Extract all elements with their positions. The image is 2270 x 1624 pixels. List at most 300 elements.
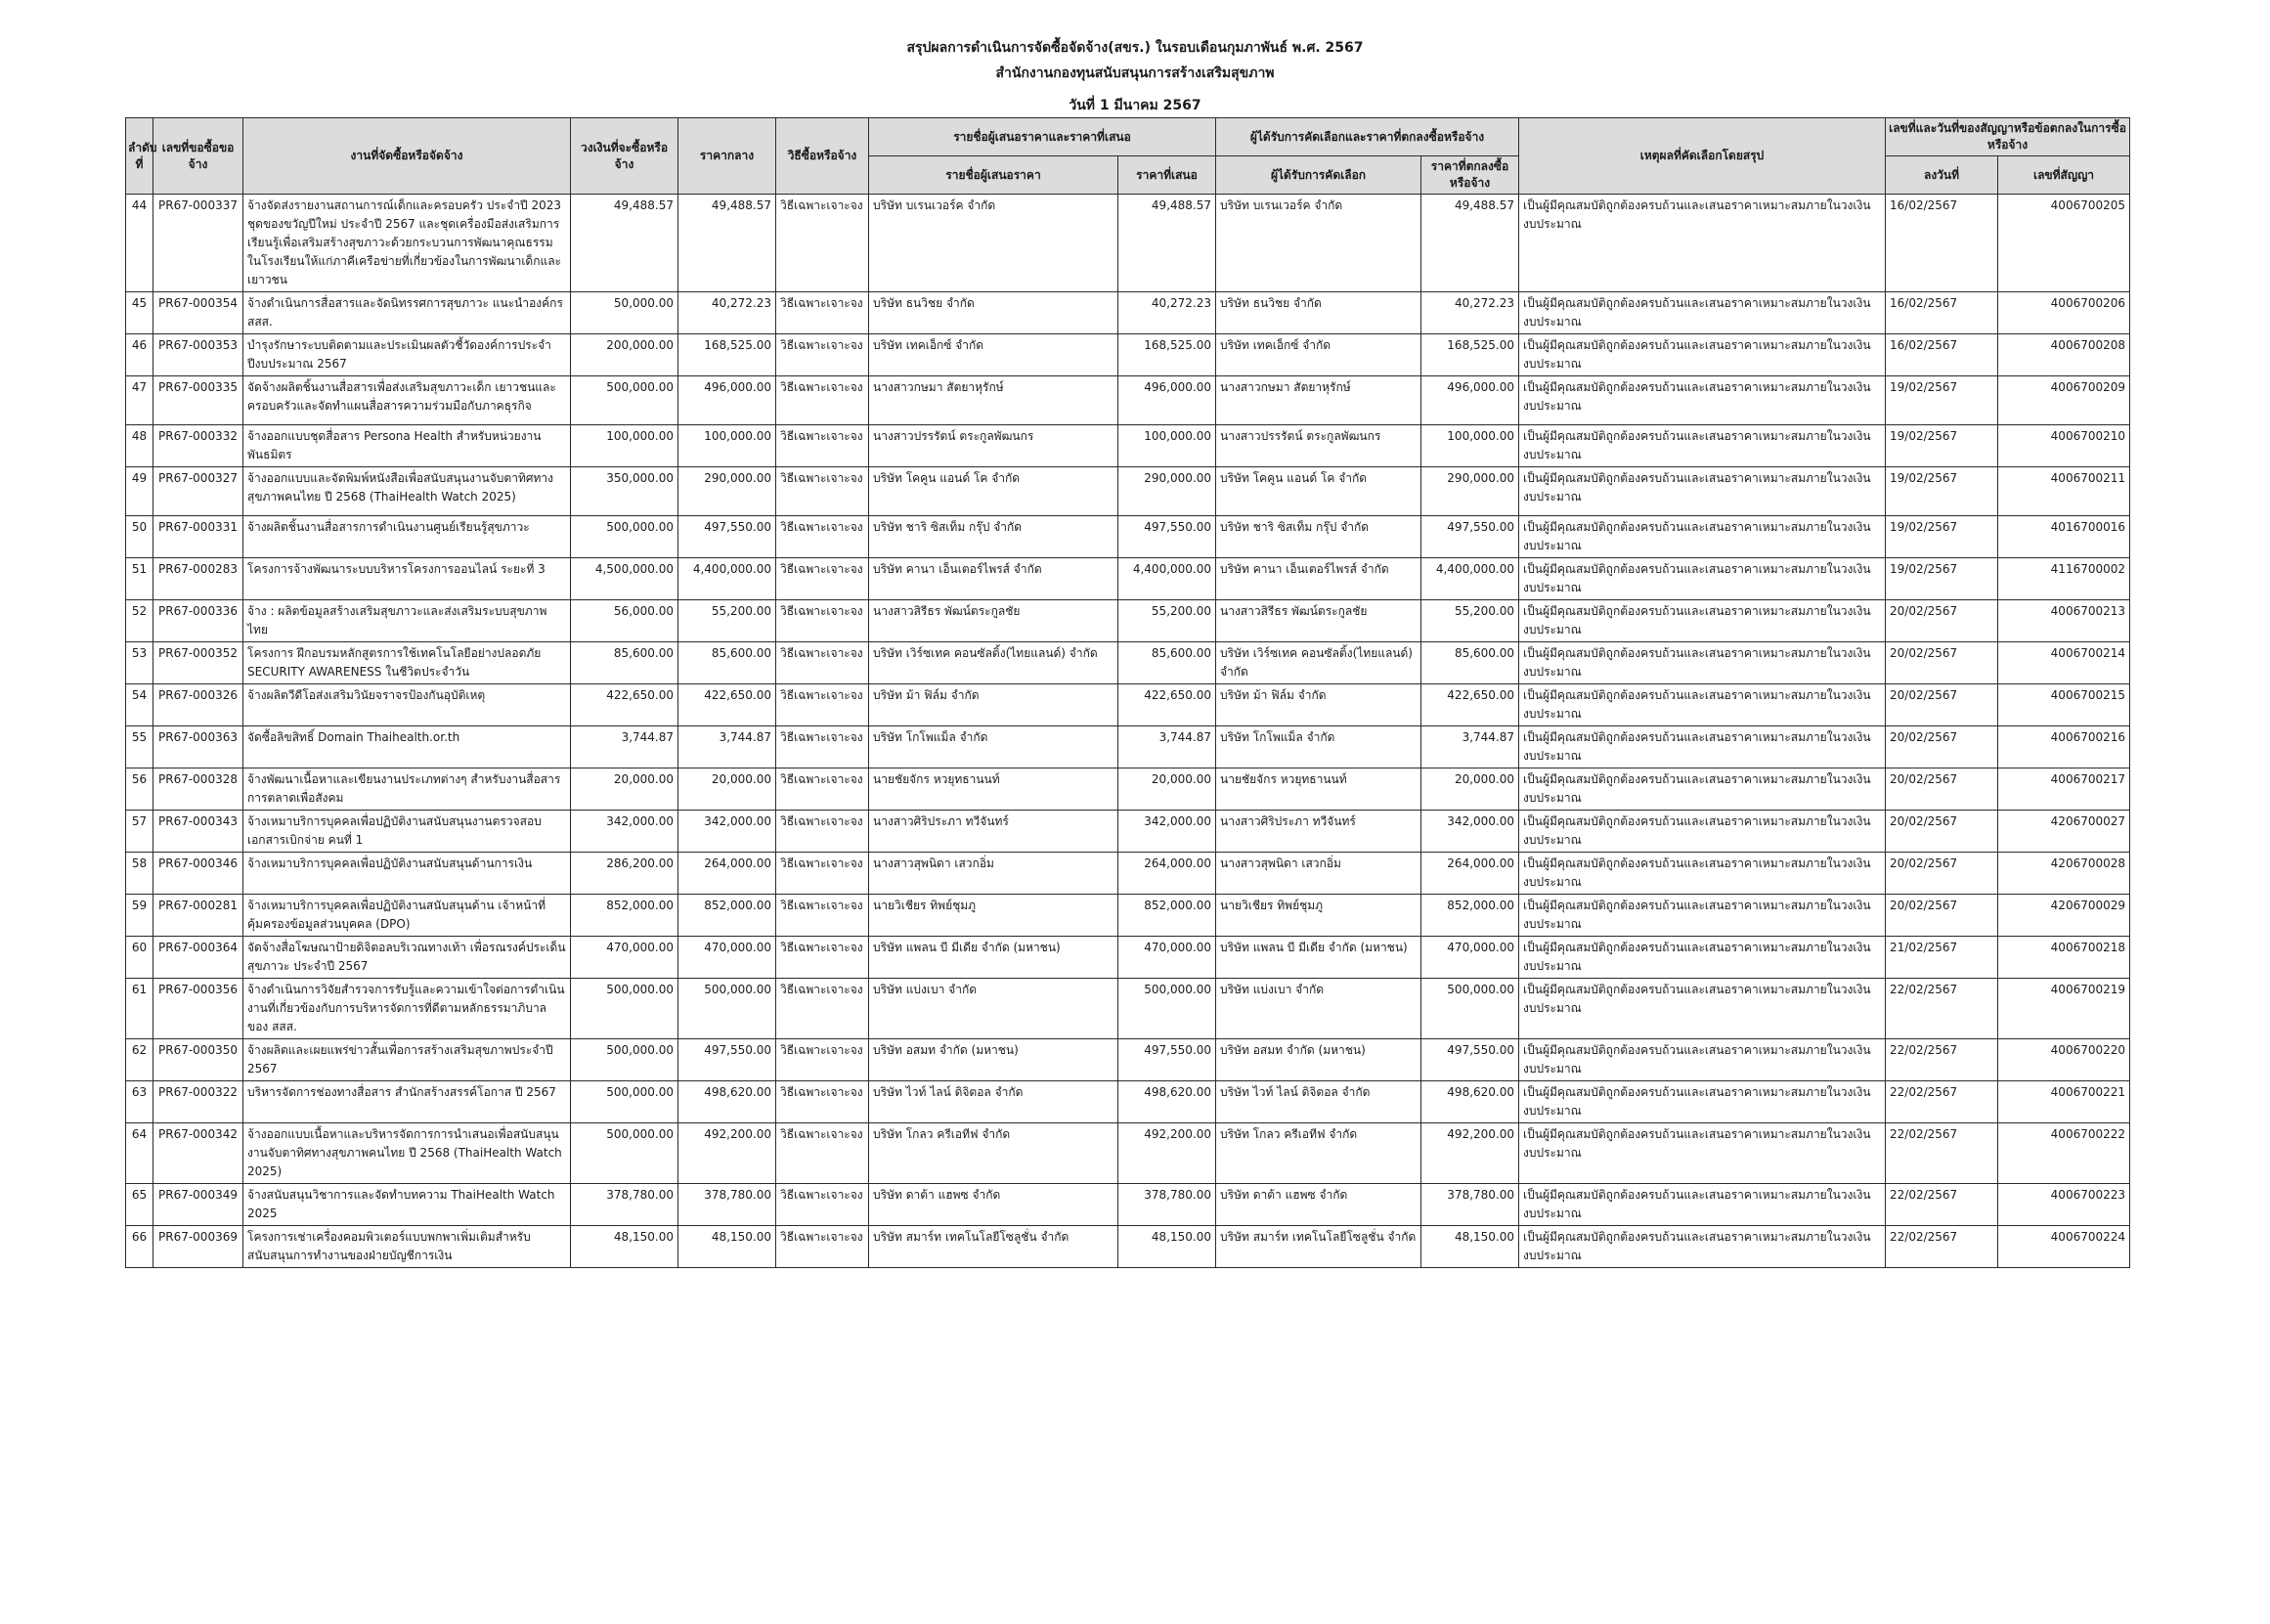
table-row (126, 642, 2130, 684)
cell-contract-number: 4006700217 (1998, 768, 2130, 811)
cell-winner: บริษัท สมาร์ท เทคโนโลยีโซลูชั่น จำกัด (1216, 1226, 1421, 1268)
cell-reason: เป็นผู้มีคุณสมบัติถูกต้องครบถ้วนและเสนอราคาเหมาะสมภายในวงเงินงบประมาณ (1519, 1081, 1886, 1123)
report-date: วันที่ 1 มีนาคม 2567 (1069, 98, 1201, 113)
cell-pr-number: PR67-000346 (153, 853, 243, 895)
table-row (126, 1123, 2130, 1184)
col-group-bidders: รายชื่อผู้เสนอราคาและราคาที่เสนอ (869, 118, 1216, 156)
cell-agreed-price: 40,272.23 (1421, 292, 1519, 334)
cell-no: 63 (126, 1081, 153, 1123)
cell-no: 66 (126, 1226, 153, 1268)
table-row (126, 726, 2130, 768)
cell-reason: เป็นผู้มีคุณสมบัติถูกต้องครบถ้วนและเสนอราคาเหมาะสมภายในวงเงินงบประมาณ (1519, 937, 1886, 979)
cell-contract-number: 4116700002 (1998, 558, 2130, 600)
cell-agreed-price: 100,000.00 (1421, 425, 1519, 467)
cell-winner: บริษัท อสมท จำกัด (มหาชน) (1216, 1039, 1421, 1081)
table-row (126, 376, 2130, 425)
cell-bidder: นางสาวปรรรัตน์ ตระกูลพัฒนกร (869, 425, 1118, 467)
cell-winner: บริษัท โกลว ครีเอทีฟ จำกัด (1216, 1123, 1421, 1184)
cell-bidder: บริษัท ธนวิชย จำกัด (869, 292, 1118, 334)
cell-method: วิธีเฉพาะเจาะจง (776, 768, 869, 811)
cell-contract-date: 22/02/2567 (1886, 979, 1998, 1039)
table-row (126, 853, 2130, 895)
cell-pr-number: PR67-000322 (153, 1081, 243, 1123)
cell-method: วิธีเฉพาะเจาะจง (776, 937, 869, 979)
cell-reason: เป็นผู้มีคุณสมบัติถูกต้องครบถ้วนและเสนอราคาเหมาะสมภายในวงเงินงบประมาณ (1519, 292, 1886, 334)
cell-bidder: บริษัท คานา เอ็นเตอร์ไพรส์ จำกัด (869, 558, 1118, 600)
col-work: งานที่จัดซื้อหรือจัดจ้าง (243, 118, 571, 195)
table-header (126, 118, 2130, 195)
cell-contract-date: 20/02/2567 (1886, 853, 1998, 895)
cell-reason: เป็นผู้มีคุณสมบัติถูกต้องครบถ้วนและเสนอราคาเหมาะสมภายในวงเงินงบประมาณ (1519, 1184, 1886, 1226)
cell-method: วิธีเฉพาะเจาะจง (776, 425, 869, 467)
cell-median-price: 264,000.00 (678, 853, 776, 895)
cell-contract-number: 4006700206 (1998, 292, 2130, 334)
cell-bid-price: 100,000.00 (1118, 425, 1216, 467)
cell-bid-price: 496,000.00 (1118, 376, 1216, 425)
cell-work: จ้างผลิตชิ้นงานสื่อสารการดำเนินงานศูนย์เรียนรู้สุขภาวะ (243, 516, 571, 558)
cell-method: วิธีเฉพาะเจาะจง (776, 1226, 869, 1268)
cell-contract-date: 22/02/2567 (1886, 1039, 1998, 1081)
cell-contract-number: 4016700016 (1998, 516, 2130, 558)
table-row (126, 937, 2130, 979)
cell-median-price: 85,600.00 (678, 642, 776, 684)
cell-bidder: บริษัท ชาริ ซิสเท็ม กรุ๊ป จำกัด (869, 516, 1118, 558)
cell-method: วิธีเฉพาะเจาะจง (776, 726, 869, 768)
cell-method: วิธีเฉพาะเจาะจง (776, 600, 869, 642)
cell-winner: นางสาวปรรรัตน์ ตระกูลพัฒนกร (1216, 425, 1421, 467)
cell-reason: เป็นผู้มีคุณสมบัติถูกต้องครบถ้วนและเสนอราคาเหมาะสมภายในวงเงินงบประมาณ (1519, 195, 1886, 292)
cell-reason: เป็นผู้มีคุณสมบัติถูกต้องครบถ้วนและเสนอราคาเหมาะสมภายในวงเงินงบประมาณ (1519, 516, 1886, 558)
cell-bidder: บริษัท เวิร์ซเทค คอนซัลติ้ง(ไทยแลนด์) จำกัด (869, 642, 1118, 684)
cell-agreed-price: 422,650.00 (1421, 684, 1519, 726)
cell-winner: นางสาวสิรีธร พัฒน์ตระกูลชัย (1216, 600, 1421, 642)
cell-contract-date: 20/02/2567 (1886, 811, 1998, 853)
cell-work: จ้างออกแบบชุดสื่อสาร Persona Health สำหรับหน่วยงานพันธมิตร (243, 425, 571, 467)
cell-winner: บริษัท เทคเอ็กซ์ จำกัด (1216, 334, 1421, 376)
table-row (126, 811, 2130, 853)
cell-reason: เป็นผู้มีคุณสมบัติถูกต้องครบถ้วนและเสนอราคาเหมาะสมภายในวงเงินงบประมาณ (1519, 726, 1886, 768)
cell-work: จ้างผลิตและเผยแพร่ข่าวสั้นเพื่อการสร้างเสริมสุขภาพประจำปี 2567 (243, 1039, 571, 1081)
cell-no: 53 (126, 642, 153, 684)
cell-pr-number: PR67-000363 (153, 726, 243, 768)
cell-bidder: บริษัท เทคเอ็กซ์ จำกัด (869, 334, 1118, 376)
cell-pr-number: PR67-000343 (153, 811, 243, 853)
cell-agreed-price: 852,000.00 (1421, 895, 1519, 937)
table-row (126, 600, 2130, 642)
cell-reason: เป็นผู้มีคุณสมบัติถูกต้องครบถ้วนและเสนอราคาเหมาะสมภายในวงเงินงบประมาณ (1519, 853, 1886, 895)
cell-work: จ้างออกแบบเนื้อหาและบริหารจัดการการนำเสนอเพื่อสนับสนุนงานจับตาทิศทางสุขภาพคนไทย ปี 2568 (ThaiHealth Watch 2025) (243, 1123, 571, 1184)
cell-no: 62 (126, 1039, 153, 1081)
cell-method: วิธีเฉพาะเจาะจง (776, 684, 869, 726)
col-pr-number: เลขที่ขอซื้อขอจ้าง (153, 118, 243, 195)
cell-budget: 3,744.87 (571, 726, 678, 768)
cell-no: 46 (126, 334, 153, 376)
cell-no: 48 (126, 425, 153, 467)
cell-median-price: 48,150.00 (678, 1226, 776, 1268)
cell-contract-date: 16/02/2567 (1886, 195, 1998, 292)
col-contract-number: เลขที่สัญญา (1998, 156, 2130, 195)
cell-median-price: 492,200.00 (678, 1123, 776, 1184)
cell-bid-price: 55,200.00 (1118, 600, 1216, 642)
cell-agreed-price: 496,000.00 (1421, 376, 1519, 425)
cell-method: วิธีเฉพาะเจาะจง (776, 516, 869, 558)
cell-contract-number: 4206700027 (1998, 811, 2130, 853)
cell-bidder: นายชัยจักร หวยุทธานนท์ (869, 768, 1118, 811)
cell-no: 47 (126, 376, 153, 425)
cell-work: บริหารจัดการช่องทางสื่อสาร สำนักสร้างสรรค์โอกาส ปี 2567 (243, 1081, 571, 1123)
cell-contract-number: 4006700208 (1998, 334, 2130, 376)
cell-work: จัดซื้อลิขสิทธิ์ Domain Thaihealth.or.th (243, 726, 571, 768)
cell-contract-number: 4006700205 (1998, 195, 2130, 292)
cell-contract-number: 4006700216 (1998, 726, 2130, 768)
table-row (126, 516, 2130, 558)
cell-no: 55 (126, 726, 153, 768)
cell-winner: บริษัท บเรนเวอร์ค จำกัด (1216, 195, 1421, 292)
table-row (126, 979, 2130, 1039)
cell-work: จ้างออกแบบและจัดพิมพ์หนังสือเพื่อสนับสนุนงานจับตาทิศทางสุขภาพคนไทย ปี 2568 (ThaiHealth Watch 2025) (243, 467, 571, 516)
cell-bid-price: 20,000.00 (1118, 768, 1216, 811)
cell-method: วิธีเฉพาะเจาะจง (776, 195, 869, 292)
cell-budget: 378,780.00 (571, 1184, 678, 1226)
cell-median-price: 4,400,000.00 (678, 558, 776, 600)
table-row (126, 334, 2130, 376)
cell-budget: 350,000.00 (571, 467, 678, 516)
cell-method: วิธีเฉพาะเจาะจง (776, 1184, 869, 1226)
cell-no: 54 (126, 684, 153, 726)
cell-bidder: บริษัท ม้า ฟิล์ม จำกัด (869, 684, 1118, 726)
col-method: วิธีซื้อหรือจ้าง (776, 118, 869, 195)
cell-budget: 286,200.00 (571, 853, 678, 895)
cell-pr-number: PR67-000281 (153, 895, 243, 937)
cell-bidder: นายวิเชียร ทิพย์ชุมภู (869, 895, 1118, 937)
cell-budget: 500,000.00 (571, 516, 678, 558)
cell-method: วิธีเฉพาะเจาะจง (776, 292, 869, 334)
cell-reason: เป็นผู้มีคุณสมบัติถูกต้องครบถ้วนและเสนอราคาเหมาะสมภายในวงเงินงบประมาณ (1519, 600, 1886, 642)
cell-budget: 50,000.00 (571, 292, 678, 334)
cell-bidder: บริษัท บเรนเวอร์ค จำกัด (869, 195, 1118, 292)
cell-median-price: 500,000.00 (678, 979, 776, 1039)
table-row (126, 467, 2130, 516)
cell-contract-date: 22/02/2567 (1886, 1226, 1998, 1268)
cell-budget: 342,000.00 (571, 811, 678, 853)
cell-bid-price: 290,000.00 (1118, 467, 1216, 516)
cell-bid-price: 497,550.00 (1118, 516, 1216, 558)
cell-median-price: 100,000.00 (678, 425, 776, 467)
cell-bidder: นางสาวสุพนิดา เสวกอิ่ม (869, 853, 1118, 895)
cell-median-price: 422,650.00 (678, 684, 776, 726)
cell-method: วิธีเฉพาะเจาะจง (776, 642, 869, 684)
cell-work: จ้างเหมาบริการบุคคลเพื่อปฏิบัติงานสนับสนุนงานตรวจสอบเอกสารเบิกจ่าย คนที่ 1 (243, 811, 571, 853)
cell-method: วิธีเฉพาะเจาะจง (776, 376, 869, 425)
cell-work: โครงการเช่าเครื่องคอมพิวเตอร์แบบพกพาเพิ่มเติมสำหรับสนับสนุนการทำงานของฝ่ายบัญชีการเงิน (243, 1226, 571, 1268)
col-group-contract: เลขที่และวันที่ของสัญญาหรือข้อตกลงในการซื้อหรือจ้าง (1886, 118, 2130, 156)
cell-bid-price: 422,650.00 (1118, 684, 1216, 726)
cell-reason: เป็นผู้มีคุณสมบัติถูกต้องครบถ้วนและเสนอราคาเหมาะสมภายในวงเงินงบประมาณ (1519, 376, 1886, 425)
cell-pr-number: PR67-000283 (153, 558, 243, 600)
cell-reason: เป็นผู้มีคุณสมบัติถูกต้องครบถ้วนและเสนอราคาเหมาะสมภายในวงเงินงบประมาณ (1519, 1226, 1886, 1268)
cell-bidder: บริษัท ดาต้า แฮพซ จำกัด (869, 1184, 1118, 1226)
cell-bid-price: 49,488.57 (1118, 195, 1216, 292)
cell-budget: 500,000.00 (571, 1123, 678, 1184)
cell-agreed-price: 290,000.00 (1421, 467, 1519, 516)
cell-contract-date: 20/02/2567 (1886, 768, 1998, 811)
report-title: สรุปผลการดำเนินการจัดซื้อจัดจ้าง(สขร.) ในรอบเดือนกุมภาพันธ์ พ.ศ. 2567 (906, 40, 1364, 56)
cell-work: จ้างเหมาบริการบุคคลเพื่อปฏิบัติงานสนับสนุนด้านการเงิน (243, 853, 571, 895)
cell-median-price: 470,000.00 (678, 937, 776, 979)
cell-pr-number: PR67-000350 (153, 1039, 243, 1081)
cell-contract-number: 4006700211 (1998, 467, 2130, 516)
cell-bidder: บริษัท สมาร์ท เทคโนโลยีโซลูชั่น จำกัด (869, 1226, 1118, 1268)
cell-work: จ้างพัฒนาเนื้อหาและเขียนงานประเภทต่างๆ สำหรับงานสื่อสารการตลาดเพื่อสังคม (243, 768, 571, 811)
cell-contract-date: 19/02/2567 (1886, 376, 1998, 425)
cell-winner: นางสาวสุพนิดา เสวกอิ่ม (1216, 853, 1421, 895)
cell-reason: เป็นผู้มีคุณสมบัติถูกต้องครบถ้วนและเสนอราคาเหมาะสมภายในวงเงินงบประมาณ (1519, 811, 1886, 853)
cell-work: จ้างเหมาบริการบุคคลเพื่อปฏิบัติงานสนับสนุนด้าน เจ้าหน้าที่คุ้มครองข้อมูลส่วนบุคคล (DPO) (243, 895, 571, 937)
cell-budget: 500,000.00 (571, 376, 678, 425)
table-row (126, 195, 2130, 292)
cell-bid-price: 492,200.00 (1118, 1123, 1216, 1184)
cell-contract-date: 20/02/2567 (1886, 895, 1998, 937)
cell-median-price: 497,550.00 (678, 516, 776, 558)
cell-work: จัดจ้างผลิตชิ้นงานสื่อสารเพื่อส่งเสริมสุขภาวะเด็ก เยาวชนและครอบครัวและจัดทำแผนสื่อสารความร่วมมือกับภาคธุรกิจ (243, 376, 571, 425)
cell-method: วิธีเฉพาะเจาะจง (776, 811, 869, 853)
cell-work: จ้างดำเนินการสื่อสารและจัดนิทรรศการสุขภาวะ แนะนำองค์กร สสส. (243, 292, 571, 334)
cell-pr-number: PR67-000364 (153, 937, 243, 979)
cell-bidder: บริษัท โกลว ครีเอทีฟ จำกัด (869, 1123, 1118, 1184)
cell-bid-price: 498,620.00 (1118, 1081, 1216, 1123)
cell-median-price: 497,550.00 (678, 1039, 776, 1081)
table-row (126, 684, 2130, 726)
cell-no: 65 (126, 1184, 153, 1226)
cell-pr-number: PR67-000327 (153, 467, 243, 516)
cell-bid-price: 264,000.00 (1118, 853, 1216, 895)
cell-bid-price: 3,744.87 (1118, 726, 1216, 768)
cell-method: วิธีเฉพาะเจาะจง (776, 334, 869, 376)
cell-work: โครงการ ฝึกอบรมหลักสูตรการใช้เทคโนโลยีอย่างปลอดภัย SECURITY AWARENESS ในชีวิตประจำวัน (243, 642, 571, 684)
cell-method: วิธีเฉพาะเจาะจง (776, 853, 869, 895)
cell-bidder: นางสาวกษมา สัตยาหุรักษ์ (869, 376, 1118, 425)
cell-reason: เป็นผู้มีคุณสมบัติถูกต้องครบถ้วนและเสนอราคาเหมาะสมภายในวงเงินงบประมาณ (1519, 1123, 1886, 1184)
cell-contract-date: 20/02/2567 (1886, 642, 1998, 684)
cell-pr-number: PR67-000352 (153, 642, 243, 684)
cell-work: จ้าง : ผลิตข้อมูลสร้างเสริมสุขภาวะและส่งเสริมระบบสุขภาพไทย (243, 600, 571, 642)
cell-agreed-price: 500,000.00 (1421, 979, 1519, 1039)
cell-contract-date: 19/02/2567 (1886, 516, 1998, 558)
cell-contract-date: 20/02/2567 (1886, 726, 1998, 768)
cell-no: 57 (126, 811, 153, 853)
cell-agreed-price: 492,200.00 (1421, 1123, 1519, 1184)
cell-budget: 500,000.00 (571, 1081, 678, 1123)
cell-method: วิธีเฉพาะเจาะจง (776, 1123, 869, 1184)
cell-agreed-price: 498,620.00 (1421, 1081, 1519, 1123)
cell-bid-price: 852,000.00 (1118, 895, 1216, 937)
cell-bidder: บริษัท แบ่งเบา จำกัด (869, 979, 1118, 1039)
col-reason: เหตุผลที่คัดเลือกโดยสรุป (1519, 118, 1886, 195)
cell-winner: บริษัท ธนวิชย จำกัด (1216, 292, 1421, 334)
cell-median-price: 49,488.57 (678, 195, 776, 292)
cell-bid-price: 4,400,000.00 (1118, 558, 1216, 600)
cell-no: 49 (126, 467, 153, 516)
cell-bidder: บริษัท ไวท์ ไลน์ ดิจิตอล จำกัด (869, 1081, 1118, 1123)
cell-pr-number: PR67-000336 (153, 600, 243, 642)
cell-work: โครงการจ้างพัฒนาระบบบริหารโครงการออนไลน์ ระยะที่ 3 (243, 558, 571, 600)
cell-budget: 48,150.00 (571, 1226, 678, 1268)
cell-pr-number: PR67-000328 (153, 768, 243, 811)
cell-pr-number: PR67-000335 (153, 376, 243, 425)
cell-contract-number: 4206700028 (1998, 853, 2130, 895)
table-row (126, 558, 2130, 600)
cell-median-price: 342,000.00 (678, 811, 776, 853)
cell-winner: นายวิเชียร ทิพย์ชุมภู (1216, 895, 1421, 937)
cell-reason: เป็นผู้มีคุณสมบัติถูกต้องครบถ้วนและเสนอราคาเหมาะสมภายในวงเงินงบประมาณ (1519, 1039, 1886, 1081)
cell-pr-number: PR67-000369 (153, 1226, 243, 1268)
cell-contract-number: 4006700213 (1998, 600, 2130, 642)
cell-contract-date: 16/02/2567 (1886, 334, 1998, 376)
cell-budget: 56,000.00 (571, 600, 678, 642)
col-agreed-price: ราคาที่ตกลงซื้อหรือจ้าง (1421, 156, 1519, 195)
cell-contract-number: 4006700209 (1998, 376, 2130, 425)
cell-bid-price: 378,780.00 (1118, 1184, 1216, 1226)
cell-contract-number: 4006700222 (1998, 1123, 2130, 1184)
cell-contract-date: 20/02/2567 (1886, 600, 1998, 642)
cell-winner: บริษัท แบ่งเบา จำกัด (1216, 979, 1421, 1039)
cell-bid-price: 40,272.23 (1118, 292, 1216, 334)
cell-winner: บริษัท โกโพแม็ล จำกัด (1216, 726, 1421, 768)
cell-contract-date: 22/02/2567 (1886, 1184, 1998, 1226)
col-contract-date: ลงวันที่ (1886, 156, 1998, 195)
cell-bid-price: 48,150.00 (1118, 1226, 1216, 1268)
cell-agreed-price: 342,000.00 (1421, 811, 1519, 853)
cell-agreed-price: 264,000.00 (1421, 853, 1519, 895)
cell-no: 60 (126, 937, 153, 979)
cell-winner: บริษัท โคคูน แอนด์ โค จำกัด (1216, 467, 1421, 516)
cell-contract-number: 4006700219 (1998, 979, 2130, 1039)
cell-method: วิธีเฉพาะเจาะจง (776, 558, 869, 600)
cell-median-price: 498,620.00 (678, 1081, 776, 1123)
cell-contract-number: 4006700221 (1998, 1081, 2130, 1123)
cell-bid-price: 168,525.00 (1118, 334, 1216, 376)
col-winner: ผู้ได้รับการคัดเลือก (1216, 156, 1421, 195)
col-group-selected: ผู้ได้รับการคัดเลือกและราคาที่ตกลงซื้อหรือจ้าง (1216, 118, 1519, 156)
col-budget: วงเงินที่จะซื้อหรือจ้าง (571, 118, 678, 195)
cell-bidder: นางสาวสิรีธร พัฒน์ตระกูลชัย (869, 600, 1118, 642)
cell-agreed-price: 378,780.00 (1421, 1184, 1519, 1226)
cell-work: จ้างสนับสนุนวิชาการและจัดทำบทความ ThaiHealth Watch 2025 (243, 1184, 571, 1226)
cell-budget: 20,000.00 (571, 768, 678, 811)
cell-contract-number: 4006700224 (1998, 1226, 2130, 1268)
cell-contract-number: 4006700220 (1998, 1039, 2130, 1081)
cell-bidder: บริษัท อสมท จำกัด (มหาชน) (869, 1039, 1118, 1081)
cell-median-price: 290,000.00 (678, 467, 776, 516)
cell-contract-number: 4006700218 (1998, 937, 2130, 979)
cell-no: 51 (126, 558, 153, 600)
cell-median-price: 20,000.00 (678, 768, 776, 811)
cell-work: บำรุงรักษาระบบติดตามและประเมินผลตัวชี้วัดองค์การประจำปีงบประมาณ 2567 (243, 334, 571, 376)
cell-no: 59 (126, 895, 153, 937)
cell-contract-number: 4006700215 (1998, 684, 2130, 726)
table-row (126, 1081, 2130, 1123)
cell-contract-date: 16/02/2567 (1886, 292, 1998, 334)
cell-bidder: บริษัท โกโพแม็ล จำกัด (869, 726, 1118, 768)
cell-bid-price: 470,000.00 (1118, 937, 1216, 979)
cell-median-price: 55,200.00 (678, 600, 776, 642)
cell-budget: 852,000.00 (571, 895, 678, 937)
cell-agreed-price: 470,000.00 (1421, 937, 1519, 979)
cell-budget: 85,600.00 (571, 642, 678, 684)
cell-method: วิธีเฉพาะเจาะจง (776, 467, 869, 516)
cell-pr-number: PR67-000356 (153, 979, 243, 1039)
cell-work: จ้างผลิตวีดีโอส่งเสริมวินัยจราจรป้องกันอุบัติเหตุ (243, 684, 571, 726)
cell-no: 56 (126, 768, 153, 811)
agency-name: สำนักงานกองทุนสนับสนุนการสร้างเสริมสุขภาพ (995, 66, 1275, 81)
cell-no: 61 (126, 979, 153, 1039)
cell-contract-number: 4006700214 (1998, 642, 2130, 684)
cell-agreed-price: 497,550.00 (1421, 1039, 1519, 1081)
col-median-price: ราคากลาง (678, 118, 776, 195)
procurement-table (125, 117, 2130, 1268)
cell-pr-number: PR67-000342 (153, 1123, 243, 1184)
cell-budget: 4,500,000.00 (571, 558, 678, 600)
cell-method: วิธีเฉพาะเจาะจง (776, 895, 869, 937)
cell-reason: เป็นผู้มีคุณสมบัติถูกต้องครบถ้วนและเสนอราคาเหมาะสมภายในวงเงินงบประมาณ (1519, 642, 1886, 684)
cell-reason: เป็นผู้มีคุณสมบัติถูกต้องครบถ้วนและเสนอราคาเหมาะสมภายในวงเงินงบประมาณ (1519, 768, 1886, 811)
cell-bid-price: 500,000.00 (1118, 979, 1216, 1039)
cell-work: จัดจ้างสื่อโฆษณาป้ายดิจิตอลบริเวณทางเท้า เพื่อรณรงค์ประเด็นสุขภาวะ ประจำปี 2567 (243, 937, 571, 979)
cell-agreed-price: 85,600.00 (1421, 642, 1519, 684)
cell-median-price: 852,000.00 (678, 895, 776, 937)
cell-bid-price: 497,550.00 (1118, 1039, 1216, 1081)
cell-agreed-price: 4,400,000.00 (1421, 558, 1519, 600)
table-row (126, 768, 2130, 811)
cell-bidder: บริษัท แพลน บี มีเดีย จำกัด (มหาชน) (869, 937, 1118, 979)
table-row (126, 1039, 2130, 1081)
col-no: ลำดับที่ (126, 118, 153, 195)
table-row (126, 895, 2130, 937)
cell-contract-date: 19/02/2567 (1886, 425, 1998, 467)
cell-pr-number: PR67-000337 (153, 195, 243, 292)
cell-winner: บริษัท ชาริ ซิสเท็ม กรุ๊ป จำกัด (1216, 516, 1421, 558)
cell-winner: นายชัยจักร หวยุทธานนท์ (1216, 768, 1421, 811)
cell-no: 50 (126, 516, 153, 558)
cell-winner: บริษัท ดาต้า แฮพซ จำกัด (1216, 1184, 1421, 1226)
cell-winner: บริษัท เวิร์ซเทค คอนซัลติ้ง(ไทยแลนด์) จำกัด (1216, 642, 1421, 684)
cell-median-price: 40,272.23 (678, 292, 776, 334)
cell-median-price: 3,744.87 (678, 726, 776, 768)
cell-agreed-price: 55,200.00 (1421, 600, 1519, 642)
cell-no: 44 (126, 195, 153, 292)
col-bidder: รายชื่อผู้เสนอราคา (869, 156, 1118, 195)
cell-budget: 500,000.00 (571, 979, 678, 1039)
cell-median-price: 168,525.00 (678, 334, 776, 376)
table-row (126, 425, 2130, 467)
cell-pr-number: PR67-000331 (153, 516, 243, 558)
cell-reason: เป็นผู้มีคุณสมบัติถูกต้องครบถ้วนและเสนอราคาเหมาะสมภายในวงเงินงบประมาณ (1519, 334, 1886, 376)
cell-contract-number: 4206700029 (1998, 895, 2130, 937)
cell-contract-date: 19/02/2567 (1886, 467, 1998, 516)
cell-bidder: บริษัท โคคูน แอนด์ โค จำกัด (869, 467, 1118, 516)
cell-winner: บริษัท แพลน บี มีเดีย จำกัด (มหาชน) (1216, 937, 1421, 979)
cell-contract-date: 22/02/2567 (1886, 1123, 1998, 1184)
cell-contract-number: 4006700210 (1998, 425, 2130, 467)
cell-agreed-price: 20,000.00 (1421, 768, 1519, 811)
cell-work: จ้างดำเนินการวิจัยสำรวจการรับรู้และความเข้าใจต่อการดำเนินงานที่เกี่ยวข้องกับการบริหารจัดการที่ดีตามหลักธรรมาภิบาลของ สสส. (243, 979, 571, 1039)
cell-pr-number: PR67-000332 (153, 425, 243, 467)
cell-reason: เป็นผู้มีคุณสมบัติถูกต้องครบถ้วนและเสนอราคาเหมาะสมภายในวงเงินงบประมาณ (1519, 467, 1886, 516)
cell-median-price: 378,780.00 (678, 1184, 776, 1226)
cell-bid-price: 85,600.00 (1118, 642, 1216, 684)
cell-pr-number: PR67-000349 (153, 1184, 243, 1226)
cell-work: จ้างจัดส่งรายงานสถานการณ์เด็กและครอบครัว ประจำปี 2023 ชุดของขวัญปีใหม่ ประจำปี 2567 และชุดเครื่องมือส่งเสริมการเรียนรู้เพื่อเสริมสร้างสุขภาวะด้วยกระบวนการพัฒนาคุณธรรมในโรงเรียนให้แก่ภาคีเครือข่ายที่เกี่ยวข้องในการพัฒนาเด็กและเยาวชน (243, 195, 571, 292)
